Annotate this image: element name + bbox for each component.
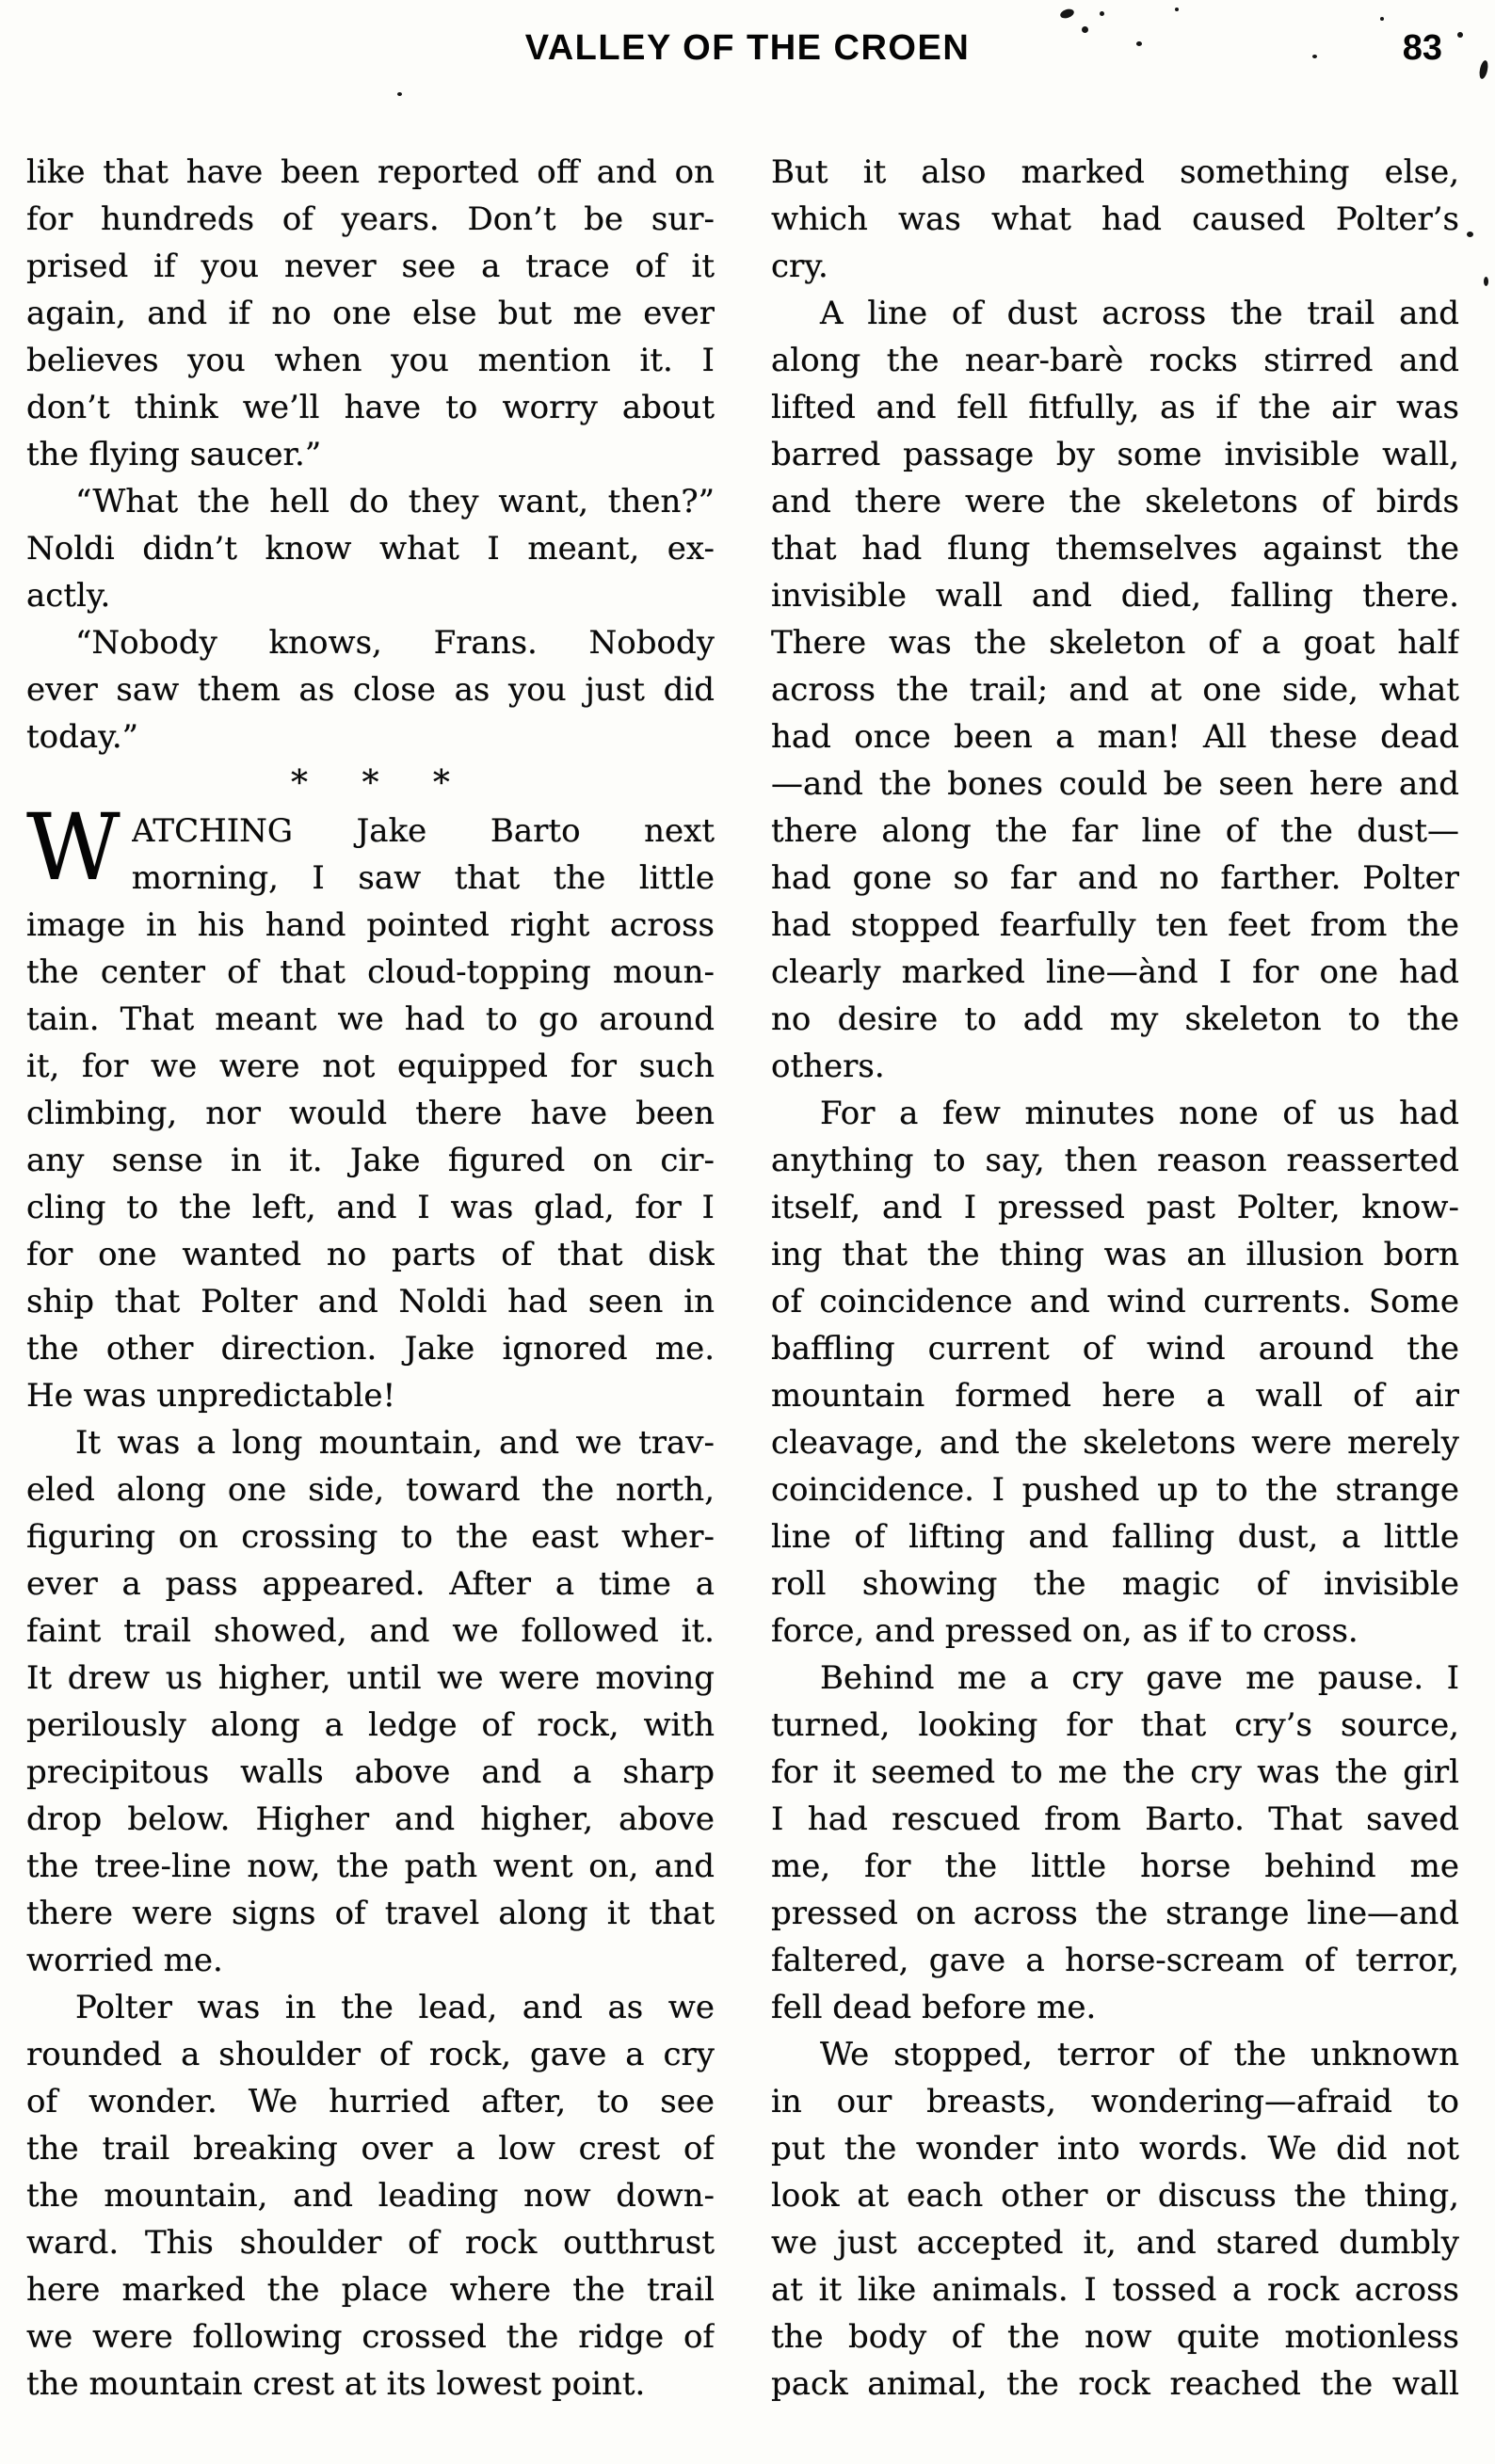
text-line: don’t think we’ll have to worry about xyxy=(26,389,715,426)
text-line: the mountain crest at its lowest point. xyxy=(26,2365,646,2403)
text-line: climbing, nor would there have been xyxy=(26,1095,715,1132)
section-separator: * * * xyxy=(291,764,450,803)
page-number: 83 xyxy=(1402,28,1442,68)
text-line: across the trail; and at one side, what xyxy=(771,671,1459,709)
paragraph xyxy=(771,290,1459,1090)
text-line: clearly marked line—ànd I for one had xyxy=(771,953,1459,991)
text-line: For a few minutes none of us had xyxy=(820,1095,1459,1132)
text-line: believes you when you mention it. I xyxy=(26,342,715,379)
text-line: pressed on across the strange line—and xyxy=(771,1895,1459,1932)
text-line: it, for we were not equipped for such xyxy=(26,1048,715,1085)
text-line: itself, and I pressed past Polter, know- xyxy=(771,1189,1459,1226)
drop-cap: W xyxy=(26,794,121,901)
ink-speck xyxy=(1312,55,1317,58)
text-line: of wonder. We hurried after, to see xyxy=(26,2083,715,2120)
paragraph xyxy=(771,1655,1459,2031)
text-line: prised if you never see a trace of it xyxy=(26,248,715,285)
text-line: lifted and fell fitfully, as if the air was xyxy=(771,389,1459,426)
paragraph xyxy=(26,1984,715,2408)
text-line: the flying saucer.” xyxy=(26,436,322,473)
text-line: mountain formed here a wall of air xyxy=(771,1377,1459,1415)
text-line: worried me. xyxy=(26,1942,223,1979)
text-line: baffling current of wind around the xyxy=(771,1330,1459,1368)
paragraph xyxy=(26,619,715,760)
text-line: morning, I saw that the little xyxy=(131,859,715,897)
text-line: look at each other or discuss the thing, xyxy=(771,2177,1459,2215)
running-header xyxy=(0,28,1495,77)
text-line: Behind me a cry gave me pause. I xyxy=(820,1659,1459,1697)
text-line: precipitous walls above and a sharp xyxy=(26,1753,715,1791)
text-line: But it also marked something else, xyxy=(771,153,1459,191)
text-line: roll showing the magic of invisible xyxy=(771,1565,1459,1603)
text-line: coincidence. I pushed up to the strange xyxy=(771,1471,1459,1509)
paragraph xyxy=(771,2031,1459,2408)
text-line: ward. This shoulder of rock outthrust xyxy=(26,2224,715,2262)
text-line: there along the far line of the dust— xyxy=(771,812,1459,850)
text-line: there were signs of travel along it that xyxy=(26,1895,715,1932)
ink-speck xyxy=(1082,26,1088,33)
text-line: fell dead before me. xyxy=(771,1989,1097,2026)
text-line: today.” xyxy=(26,718,139,756)
text-line: We stopped, terror of the unknown xyxy=(820,2036,1459,2073)
text-line: ATCHING Jake Barto next xyxy=(131,812,715,850)
text-line: turned, looking for that cry’s source, xyxy=(771,1706,1459,1744)
text-line: the tree-line now, the path went on, and xyxy=(26,1848,715,1885)
text-line: image in his hand pointed right across xyxy=(26,906,715,944)
text-line: It was a long mountain, and we trav- xyxy=(75,1424,715,1462)
text-line: and there were the skeletons of birds xyxy=(771,483,1459,520)
text-line: along the near-barè rocks stirred and xyxy=(771,342,1459,379)
paragraph xyxy=(26,478,715,619)
text-line: the trail breaking over a low crest of xyxy=(26,2130,715,2168)
text-line: eled along one side, toward the north, xyxy=(26,1471,715,1509)
text-line: of coincidence and wind currents. Some xyxy=(771,1283,1459,1320)
text-line: again, and if no one else but me ever xyxy=(26,295,715,332)
text-line: here marked the place where the trail xyxy=(26,2271,715,2309)
text-line: at it like animals. I tossed a rock across xyxy=(771,2271,1459,2309)
text-line: He was unpredictable! xyxy=(26,1377,396,1415)
text-line: like that have been reported off and on xyxy=(26,153,715,191)
text-line: rounded a shoulder of rock, gave a cry xyxy=(26,2036,715,2073)
ink-speck xyxy=(1457,32,1463,38)
text-line: It drew us higher, until we were moving xyxy=(26,1659,715,1697)
text-line: the mountain, and leading now down- xyxy=(26,2177,715,2215)
left-column xyxy=(26,149,715,2408)
paragraph xyxy=(26,794,715,1419)
text-line: A line of dust across the trail and xyxy=(820,295,1459,332)
text-line: figuring on crossing to the east wher- xyxy=(26,1518,715,1556)
page-title: VALLEY OF THE CROEN xyxy=(524,28,971,68)
text-line: for hundreds of years. Don’t be sur- xyxy=(26,200,715,238)
text-line: “Nobody knows, Frans. Nobody xyxy=(75,624,715,662)
paragraph xyxy=(771,149,1459,290)
text-line: cling to the left, and I was glad, for I xyxy=(26,1189,715,1226)
text-line: the center of that cloud-topping moun- xyxy=(26,953,715,991)
paragraph xyxy=(771,1090,1459,1655)
text-line: faltered, gave a horse-scream of terror, xyxy=(771,1942,1459,1979)
text-line: we just accepted it, and stared dumbly xyxy=(771,2224,1459,2262)
text-line: for it seemed to me the cry was the girl xyxy=(771,1753,1459,1791)
text-line: Polter was in the lead, and as we xyxy=(75,1989,715,2026)
text-line: tain. That meant we had to go around xyxy=(26,1000,715,1038)
text-line: anything to say, then reason reasserted xyxy=(771,1142,1459,1179)
text-line: the other direction. Jake ignored me. xyxy=(26,1330,715,1368)
text-line: line of lifting and falling dust, a little xyxy=(771,1518,1459,1556)
ink-speck xyxy=(1136,41,1142,46)
text-line: put the wonder into words. We did not xyxy=(771,2130,1459,2168)
text-line: cleavage, and the skeletons were merely xyxy=(771,1424,1459,1462)
text-line: “What the hell do they want, then?” xyxy=(75,483,715,520)
text-line: which was what had caused Polter’s xyxy=(771,200,1459,238)
text-line: we were following crossed the ridge of xyxy=(26,2318,715,2356)
ink-speck xyxy=(397,92,402,96)
ink-speck xyxy=(1175,8,1179,11)
text-line: had once been a man! All these dead xyxy=(771,718,1459,756)
paragraph xyxy=(26,149,715,478)
text-line: any sense in it. Jake figured on cir- xyxy=(26,1142,715,1179)
text-line: Noldi didn’t know what I meant, ex- xyxy=(26,530,715,568)
text-line: others. xyxy=(771,1048,885,1085)
text-line: invisible wall and died, falling there. xyxy=(771,577,1459,615)
ink-speck xyxy=(1059,8,1075,20)
text-line: ship that Polter and Noldi had seen in xyxy=(26,1283,715,1320)
text-line: cry. xyxy=(771,248,828,285)
text-line: no desire to add my skeleton to the xyxy=(771,1000,1459,1038)
text-line: me, for the little horse behind me xyxy=(771,1848,1459,1885)
text-line: actly. xyxy=(26,577,111,615)
text-line: pack animal, the rock reached the wall xyxy=(771,2365,1459,2403)
text-line: ing that the thing was an illusion born xyxy=(771,1236,1459,1273)
text-line: ever saw them as close as you just did xyxy=(26,671,715,709)
text-line: ever a pass appeared. After a time a xyxy=(26,1565,715,1603)
text-line: faint trail showed, and we followed it. xyxy=(26,1612,715,1650)
text-line: I had rescued from Barto. That saved xyxy=(771,1800,1459,1838)
text-line: in our breasts, wondering—afraid to xyxy=(771,2083,1459,2120)
ink-speck xyxy=(1100,11,1104,16)
text-line: barred passage by some invisible wall, xyxy=(771,436,1459,473)
text-line: the body of the now quite motionless xyxy=(771,2318,1459,2356)
text-line: —and the bones could be seen here and xyxy=(771,765,1459,803)
right-column xyxy=(771,149,1459,2408)
text-line: perilously along a ledge of rock, with xyxy=(26,1706,715,1744)
text-line: for one wanted no parts of that disk xyxy=(26,1236,715,1273)
text-line: force, and pressed on, as if to cross. xyxy=(771,1612,1358,1650)
ink-speck xyxy=(1467,232,1473,237)
text-columns xyxy=(26,149,1459,2408)
text-line: drop below. Higher and higher, above xyxy=(26,1800,715,1838)
ink-speck xyxy=(1380,17,1384,21)
text-line: that had flung themselves against the xyxy=(771,530,1459,568)
text-line: There was the skeleton of a goat half xyxy=(771,624,1459,662)
text-line: had stopped fearfully ten feet from the xyxy=(771,906,1459,944)
text-line: had gone so far and no farther. Polter xyxy=(771,859,1459,897)
paragraph xyxy=(26,1419,715,1984)
ink-speck xyxy=(1484,277,1488,286)
